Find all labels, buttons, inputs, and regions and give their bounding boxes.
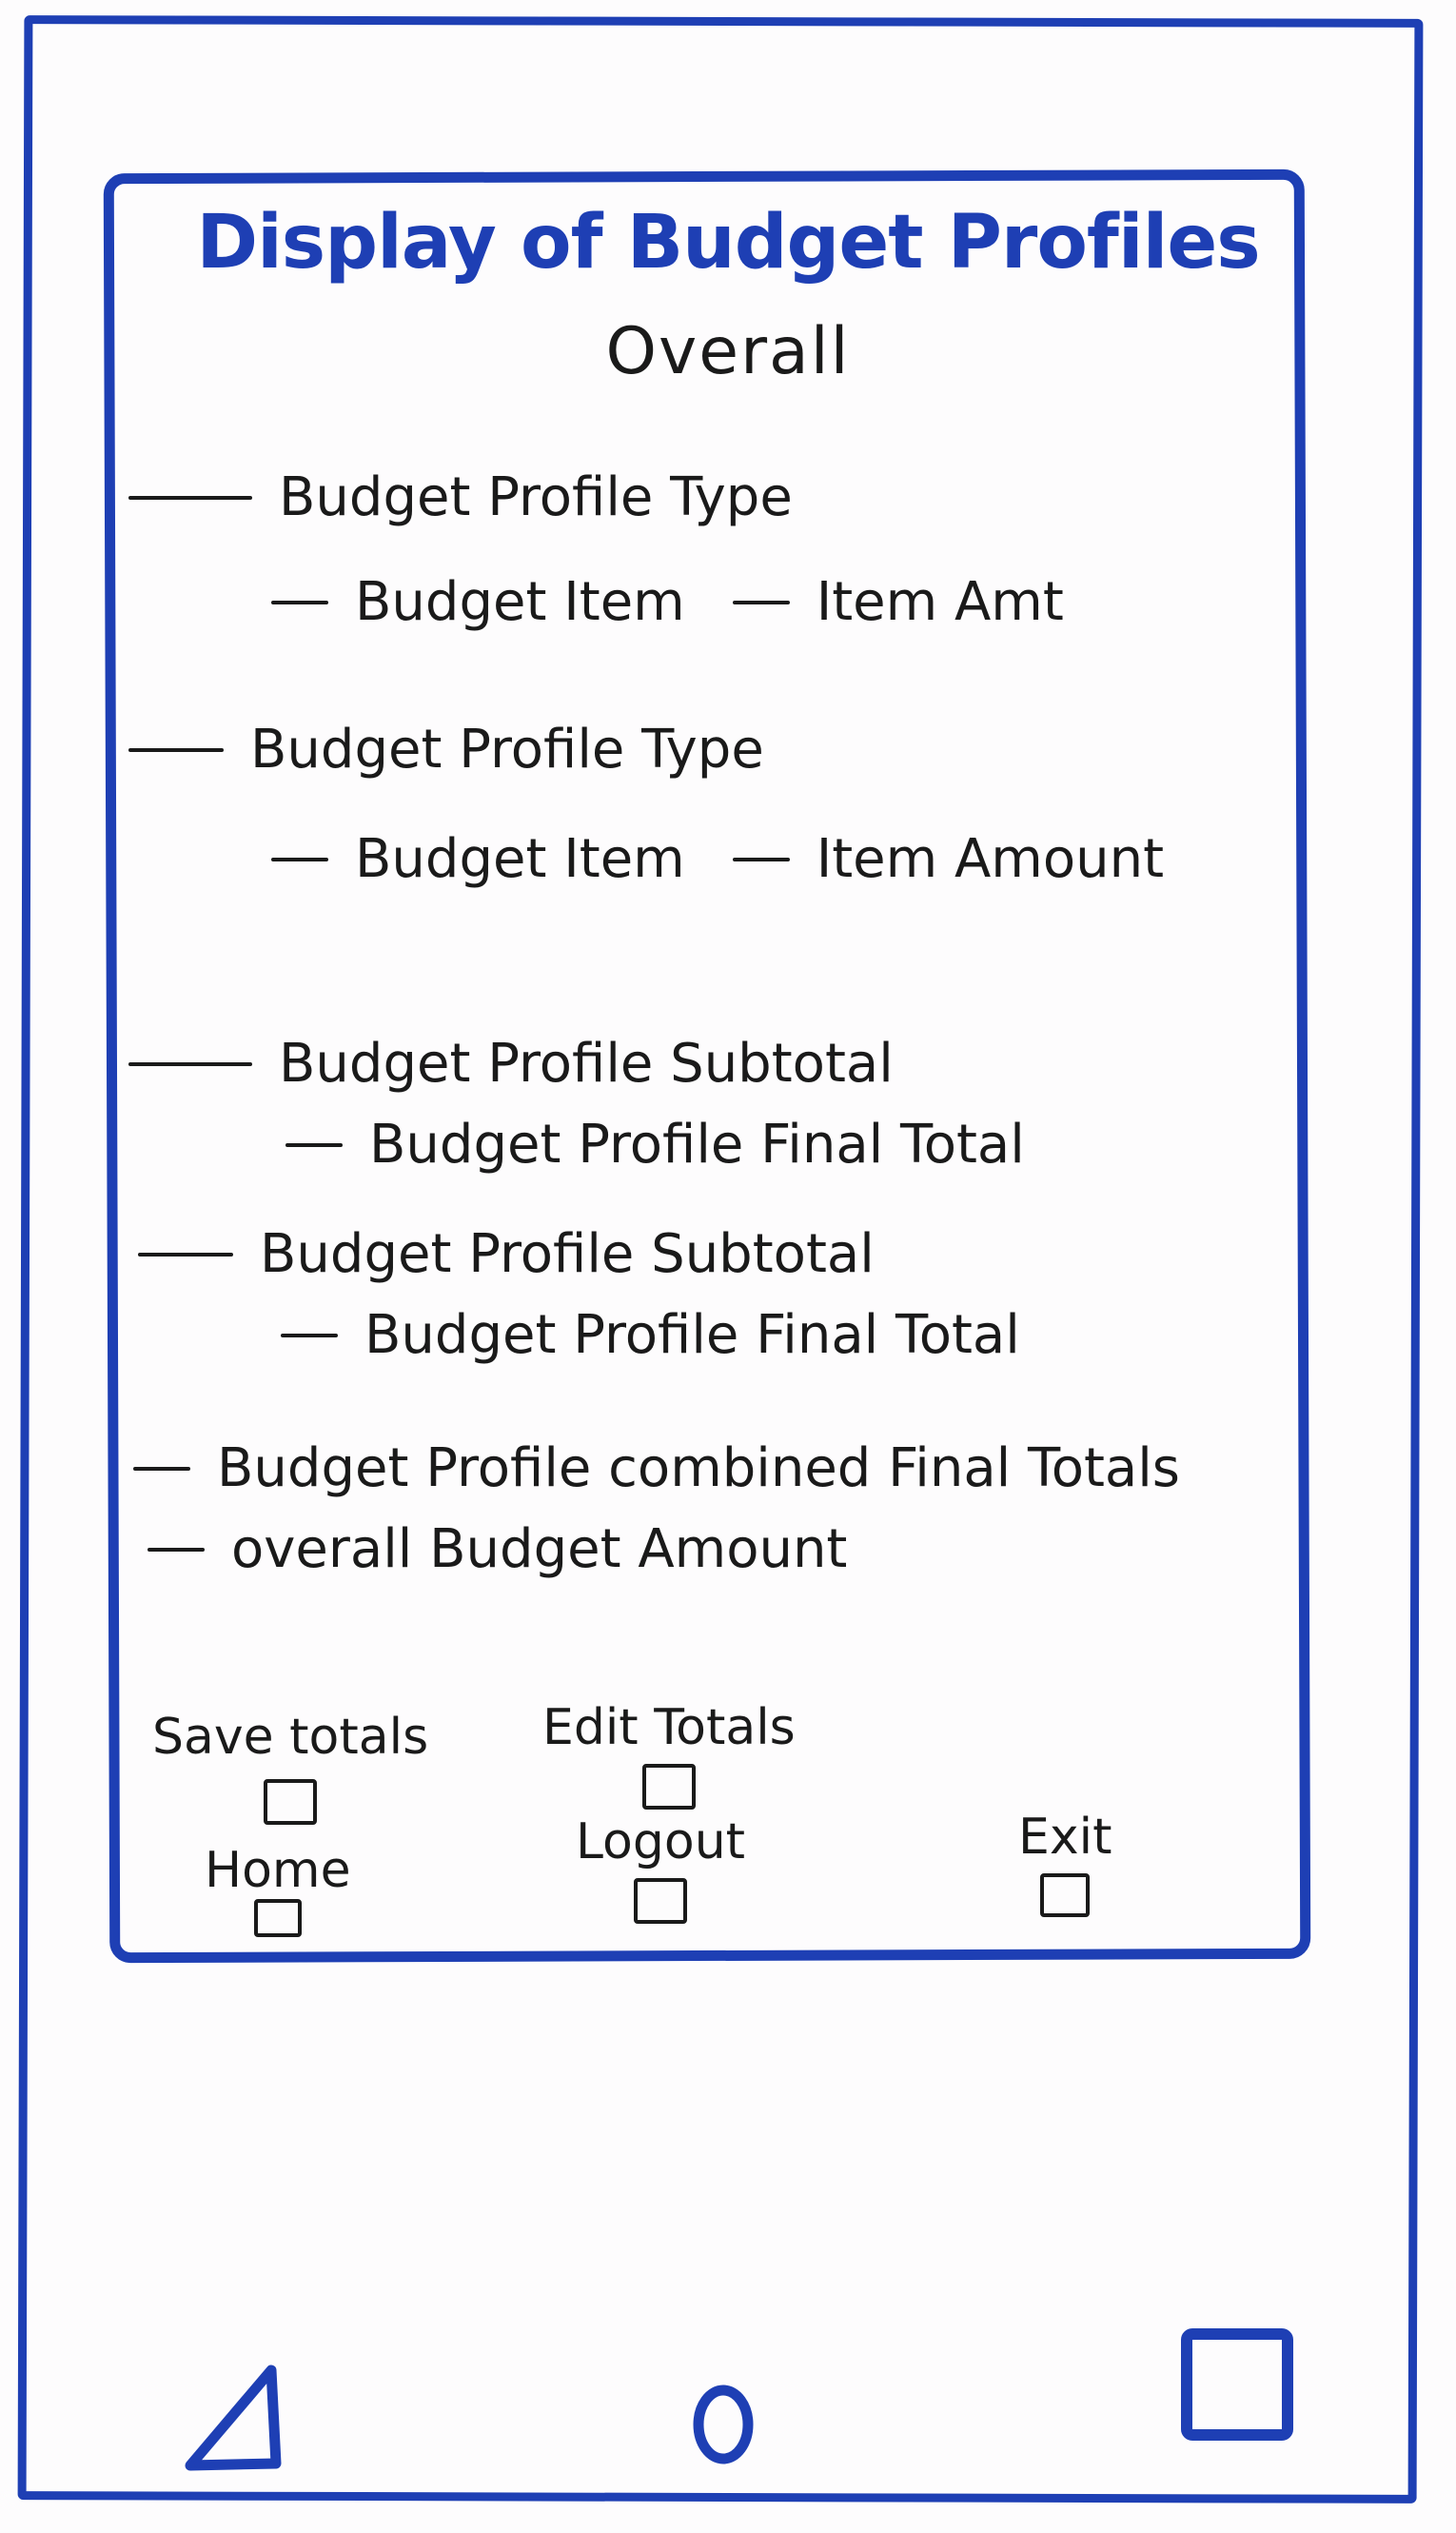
circle-home-icon[interactable]: [685, 2375, 761, 2470]
budget-item-label: Budget Item: [355, 828, 685, 890]
profile-type-label: Budget Profile Type: [250, 719, 764, 781]
exit-control: [1018, 1809, 1112, 1917]
profile-type-label: Budget Profile Type: [279, 466, 793, 528]
profile-type-row: [128, 719, 764, 781]
edit-totals-button[interactable]: [642, 1764, 696, 1810]
budget-item-row: [271, 571, 1064, 633]
dash: [281, 1334, 338, 1337]
edit-totals-label: Edit Totals: [542, 1699, 796, 1756]
exit-label: Exit: [1018, 1809, 1112, 1866]
overall-budget-label: overall Budget Amount: [231, 1518, 848, 1580]
logout-button[interactable]: [634, 1878, 687, 1924]
page-subtitle: Overall: [605, 314, 851, 389]
dash: [271, 601, 328, 604]
page-title: Display of Budget Profiles: [196, 200, 1260, 286]
dash: [138, 1253, 233, 1257]
save-totals-label: Save totals: [152, 1709, 429, 1766]
combined-totals-label: Budget Profile combined Final Totals: [217, 1437, 1180, 1499]
dash: [733, 601, 790, 604]
home-label: Home: [205, 1842, 351, 1899]
item-amount-label: Item Amt: [816, 571, 1064, 633]
dash: [271, 858, 328, 861]
budget-item-label: Budget Item: [355, 571, 685, 633]
edit-totals-control: [542, 1699, 796, 1810]
budget-item-row: [271, 828, 1164, 890]
subtotal-label: Budget Profile Subtotal: [279, 1033, 894, 1095]
dash: [733, 858, 790, 861]
subtotal-row: [128, 1033, 894, 1095]
logout-control: [576, 1813, 745, 1924]
dash: [285, 1143, 343, 1147]
home-button[interactable]: [254, 1899, 302, 1937]
save-totals-control: [152, 1709, 428, 1825]
exit-button[interactable]: [1040, 1873, 1090, 1917]
dash: [128, 748, 224, 752]
final-total-label: Budget Profile Final Total: [364, 1304, 1020, 1366]
item-amount-label: Item Amount: [816, 828, 1165, 890]
subtotal-row: [138, 1223, 875, 1285]
overall-budget-row: [148, 1518, 847, 1580]
dash: [133, 1467, 190, 1471]
profile-type-row: [128, 466, 793, 528]
subtotal-label: Budget Profile Subtotal: [260, 1223, 875, 1285]
final-total-row: [285, 1114, 1025, 1176]
dash: [128, 496, 252, 500]
triangle-back-icon[interactable]: [181, 2361, 295, 2475]
final-total-row: [281, 1304, 1020, 1366]
combined-totals-row: [133, 1437, 1180, 1499]
logout-label: Logout: [576, 1813, 746, 1870]
dash: [148, 1548, 205, 1552]
home-control: [205, 1842, 351, 1937]
square-recents-icon[interactable]: [1175, 2323, 1299, 2446]
dash: [128, 1062, 252, 1066]
final-total-label: Budget Profile Final Total: [369, 1114, 1025, 1176]
save-totals-button[interactable]: [264, 1779, 317, 1825]
